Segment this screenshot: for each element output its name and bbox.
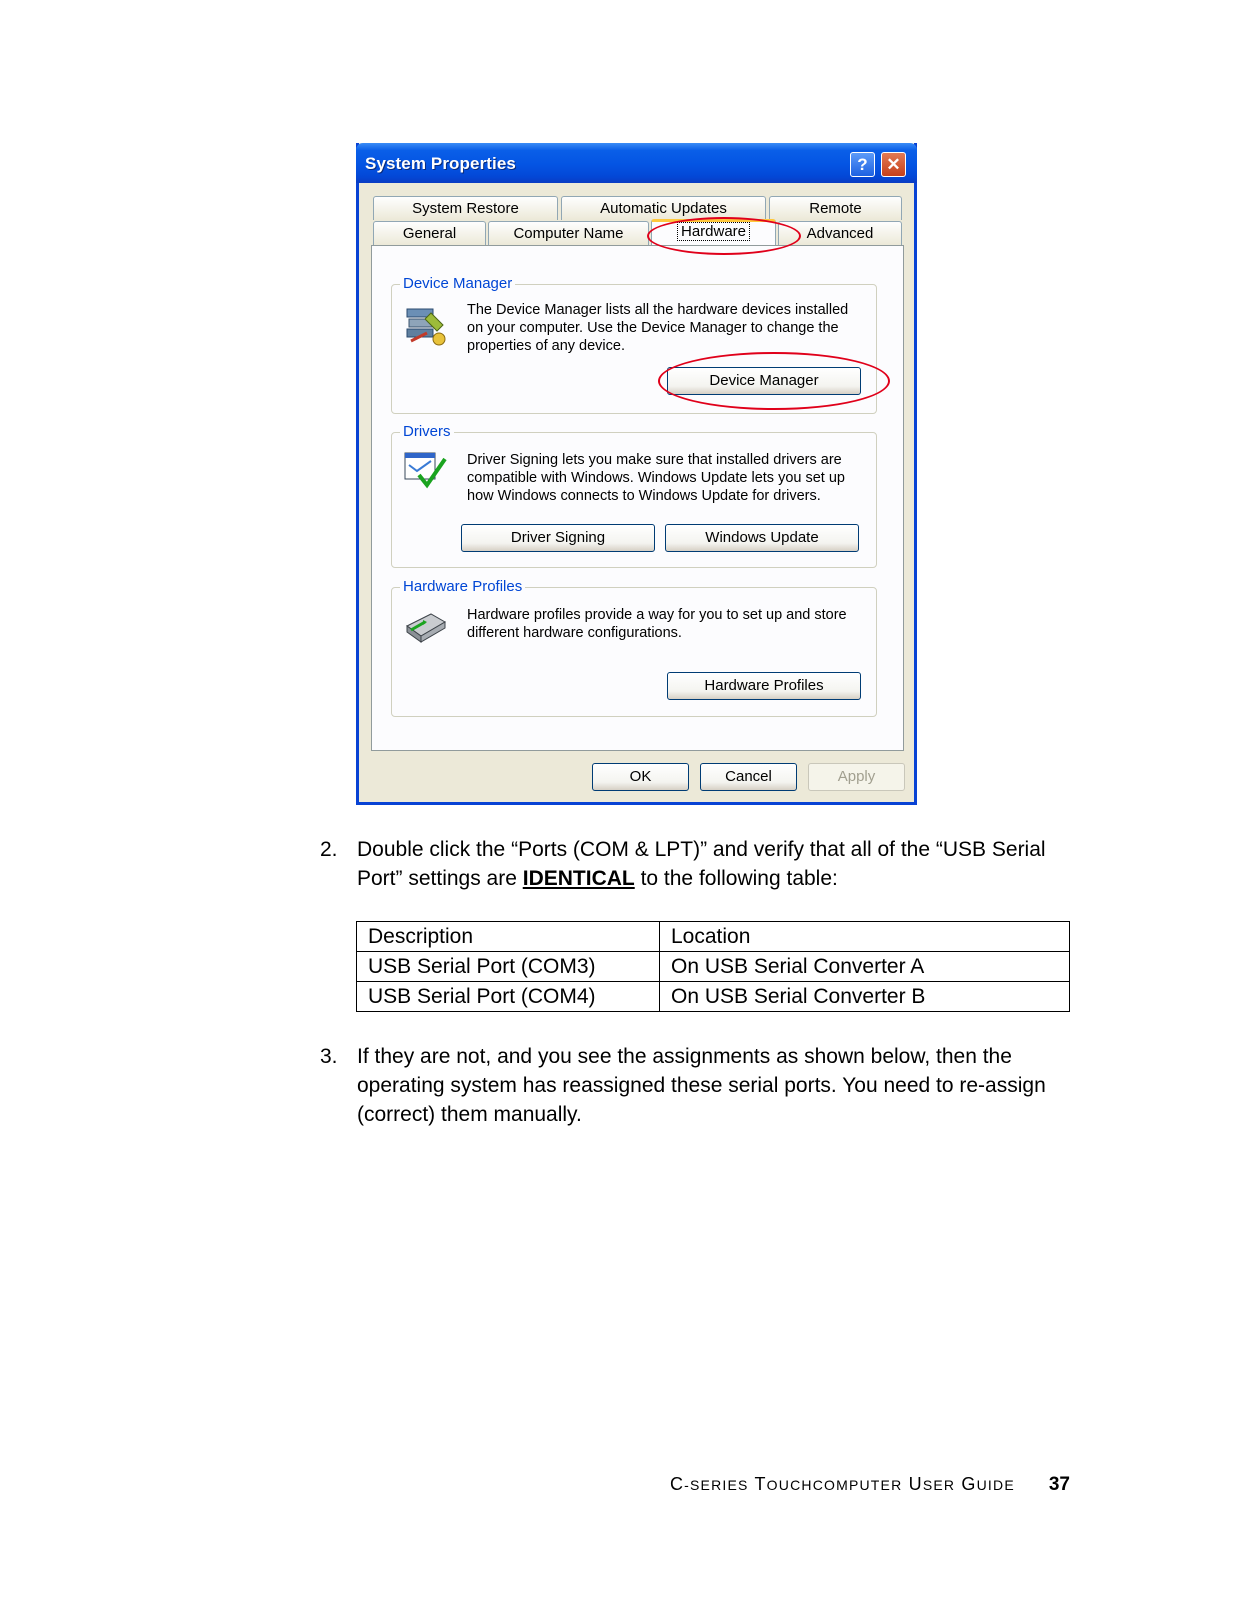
drivers-group xyxy=(391,423,877,568)
highlight-oval-hardware-tab xyxy=(647,217,801,255)
close-button[interactable]: ✕ xyxy=(881,152,906,177)
table-cell: On USB Serial Converter A xyxy=(660,952,1070,982)
device-manager-text-line: The Device Manager lists all the hardware devices installed xyxy=(467,302,849,318)
drivers-text-line: Driver Signing lets you make sure that installed drivers are xyxy=(467,452,842,468)
tab-hardware-label: Hardware xyxy=(677,222,750,241)
device-manager-description xyxy=(467,301,867,355)
footer-title-part: G xyxy=(961,1474,977,1494)
dialog-title: System Properties xyxy=(365,154,516,173)
highlight-oval-device-manager-button xyxy=(658,352,890,410)
hardware-profiles-group-label: Hardware Profiles xyxy=(400,578,525,595)
device-manager-icon xyxy=(403,303,449,349)
usb-serial-port-table xyxy=(356,921,1070,1012)
footer-title xyxy=(670,1474,1015,1494)
footer-title-part: C xyxy=(669,1474,685,1494)
drivers-group-label: Drivers xyxy=(400,423,454,440)
footer-title-part: UIDE xyxy=(976,1477,1015,1493)
hardware-profiles-text-line: different hardware configurations. xyxy=(467,625,682,641)
step-2-line-2-post: to the following table: xyxy=(634,867,838,890)
footer-title-part: -SERIES xyxy=(684,1477,749,1493)
help-button[interactable]: ? xyxy=(850,152,875,177)
tab-general[interactable]: General xyxy=(373,221,486,245)
identical-emphasis: IDENTICAL xyxy=(522,867,635,890)
table-header-cell: Description xyxy=(357,922,660,952)
page-number: 37 xyxy=(1048,1474,1070,1495)
device-manager-text-line: properties of any device. xyxy=(467,338,625,354)
table-row xyxy=(357,982,1070,1012)
tab-system-restore[interactable]: System Restore xyxy=(373,196,558,220)
apply-button[interactable]: Apply xyxy=(808,763,905,791)
tab-advanced[interactable]: Advanced xyxy=(778,221,902,245)
step-2-text xyxy=(357,835,1077,893)
table-cell: USB Serial Port (COM3) xyxy=(357,952,660,982)
table-cell: USB Serial Port (COM4) xyxy=(357,982,660,1012)
step-3-text xyxy=(357,1042,1077,1129)
hardware-profiles-description xyxy=(467,606,867,642)
system-properties-dialog xyxy=(356,143,917,805)
hardware-profiles-icon xyxy=(403,608,449,644)
device-manager-button[interactable]: Device Manager xyxy=(667,367,861,395)
title-bar[interactable] xyxy=(356,143,917,183)
page-footer xyxy=(640,1474,1070,1496)
device-manager-group-label: Device Manager xyxy=(400,275,515,292)
cancel-button[interactable]: Cancel xyxy=(700,763,797,791)
footer-title-part: T xyxy=(754,1474,767,1494)
windows-update-button[interactable]: Windows Update xyxy=(665,524,859,552)
hardware-profiles-button[interactable]: Hardware Profiles xyxy=(667,672,861,700)
table-header-cell: Location xyxy=(660,922,1070,952)
step-2-line-2-pre: Port” settings are xyxy=(357,867,523,890)
table-cell: On USB Serial Converter B xyxy=(660,982,1070,1012)
ok-button[interactable]: OK xyxy=(592,763,689,791)
tab-automatic-updates[interactable]: Automatic Updates xyxy=(561,196,766,220)
device-manager-text-line: on your computer. Use the Device Manager to change the xyxy=(467,320,839,336)
table-row xyxy=(357,952,1070,982)
table-header-row xyxy=(357,922,1070,952)
hardware-profiles-group xyxy=(391,578,877,717)
driver-signing-icon xyxy=(403,449,449,489)
step-3-line: (correct) them manually. xyxy=(357,1103,582,1126)
step-3-line: operating system has reassigned these serial ports. You need to re-assign xyxy=(357,1074,1046,1097)
step-2-line-1: Double click the “Ports (COM & LPT)” and verify that all of the “USB Serial xyxy=(357,838,1046,861)
step-2-line-2 xyxy=(357,864,1077,893)
hardware-tab-panel xyxy=(371,245,904,751)
driver-signing-button[interactable]: Driver Signing xyxy=(461,524,655,552)
step-3-number: 3. xyxy=(320,1045,338,1068)
drivers-text-line: how Windows connects to Windows Update for drivers. xyxy=(467,488,821,504)
step-3-line: If they are not, and you see the assignments as shown below, then the xyxy=(357,1045,1012,1068)
hardware-profiles-text-line: Hardware profiles provide a way for you to set up and store xyxy=(467,607,847,623)
step-2-number: 2. xyxy=(320,838,338,861)
tab-remote[interactable]: Remote xyxy=(769,196,902,220)
footer-title-part: U xyxy=(908,1474,923,1494)
drivers-description xyxy=(467,451,867,505)
drivers-text-line: compatible with Windows. Windows Update lets you set up xyxy=(467,470,845,486)
footer-title-part: OUCHCOMPUTER xyxy=(766,1477,903,1493)
tab-computer-name[interactable]: Computer Name xyxy=(488,221,649,245)
footer-title-part: SER xyxy=(922,1477,956,1493)
